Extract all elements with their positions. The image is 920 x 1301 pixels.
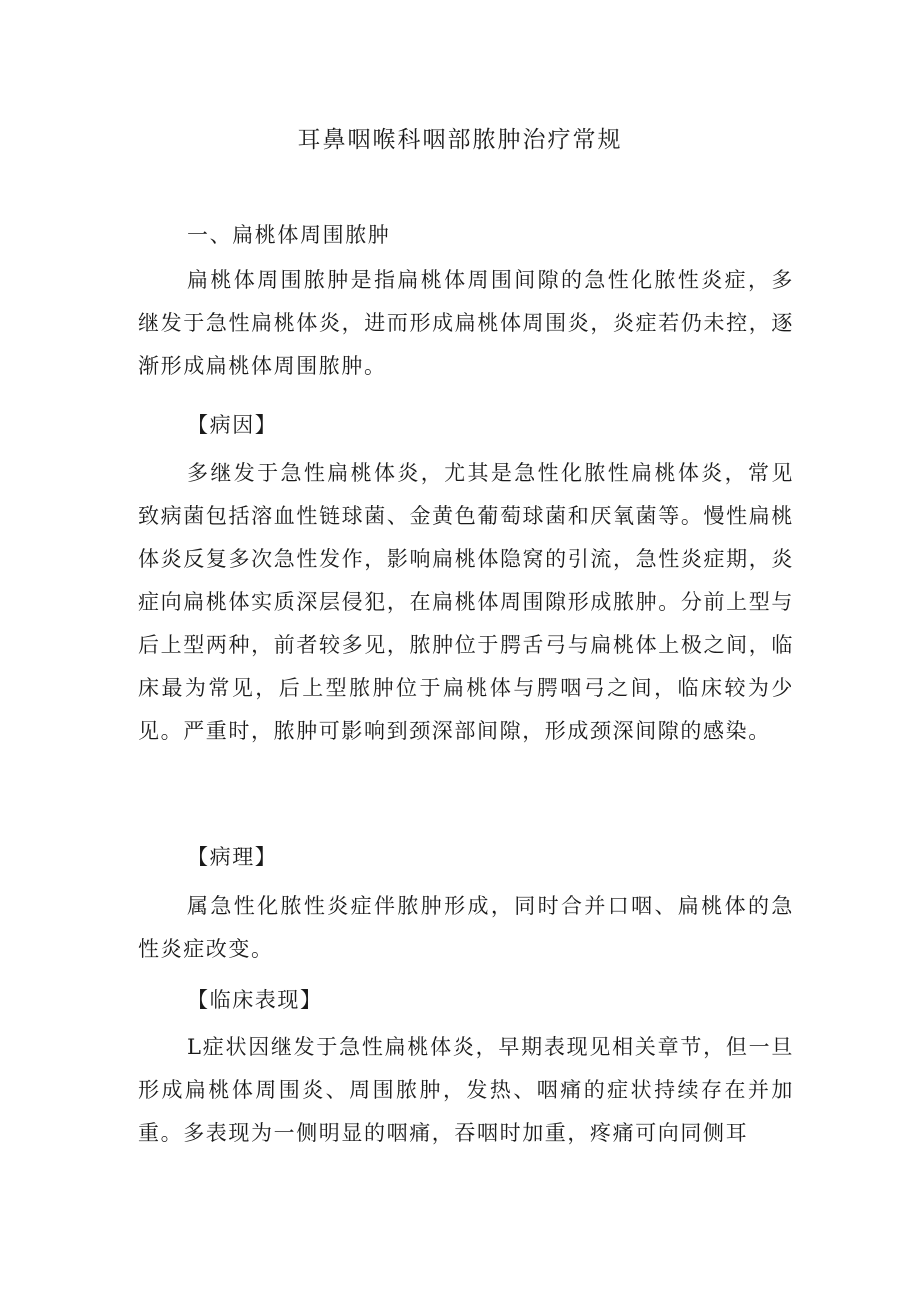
clinical-paragraph-block bbox=[138, 1026, 794, 1155]
intro-paragraph: 扁桃体周围脓肿是指扁桃体周围间隙的急性化脓性炎症，多继发于急性扁桃体炎，进而形成扁桃体周围炎，炎症若仍未控，逐渐形成扁桃体周围脓肿。 bbox=[138, 268, 794, 378]
etiology-heading: 【病因】 bbox=[187, 413, 278, 437]
etiology-paragraph: 多继发于急性扁桃体炎，尤其是急性化脓性扁桃体炎，常见致病菌包括溶血性链球菌、金黄色葡萄球菌和厌氧菌等。慢性扁桃体炎反复多次急性发作，影响扁桃体隐窝的引流，急性炎症期，炎症向扁桃体实质深层侵犯，在扁桃体周围隙形成脓肿。分前上型与后上型两种，前者较多见，脓肿位于腭舌弓与扁桃体上极之间，临床最为常见，后上型脓肿位于扁桃体与腭咽弓之间，临床较为少见。严重时，脓肿可影响到颈深部间隙，形成颈深间隙的感染。 bbox=[138, 461, 794, 743]
pathology-paragraph: 属急性化脓性炎症伴脓肿形成，同时合并口咽、扁桃体的急性炎症改变。 bbox=[138, 894, 794, 961]
clinical-paragraph: L症状因继发于急性扁桃体炎，早期表现见相关章节，但一旦形成扁桃体周围炎、周围脓肿，发热、咽痛的症状持续存在并加重。多表现为一侧明显的咽痛，吞咽时加重，疼痛可向同侧耳 bbox=[138, 1035, 794, 1145]
intro-paragraph-block bbox=[138, 259, 794, 388]
pathology-paragraph-block bbox=[138, 885, 794, 971]
clinical-manifestation-heading: 【临床表现】 bbox=[187, 988, 323, 1012]
document-title: 耳鼻咽喉科咽部脓肿治疗常规 bbox=[297, 127, 623, 153]
etiology-paragraph-block bbox=[138, 452, 794, 753]
section-heading-peritonsillar-abscess: 一、扁桃体周围脓肿 bbox=[187, 223, 391, 247]
pathology-heading: 【病理】 bbox=[187, 845, 278, 869]
